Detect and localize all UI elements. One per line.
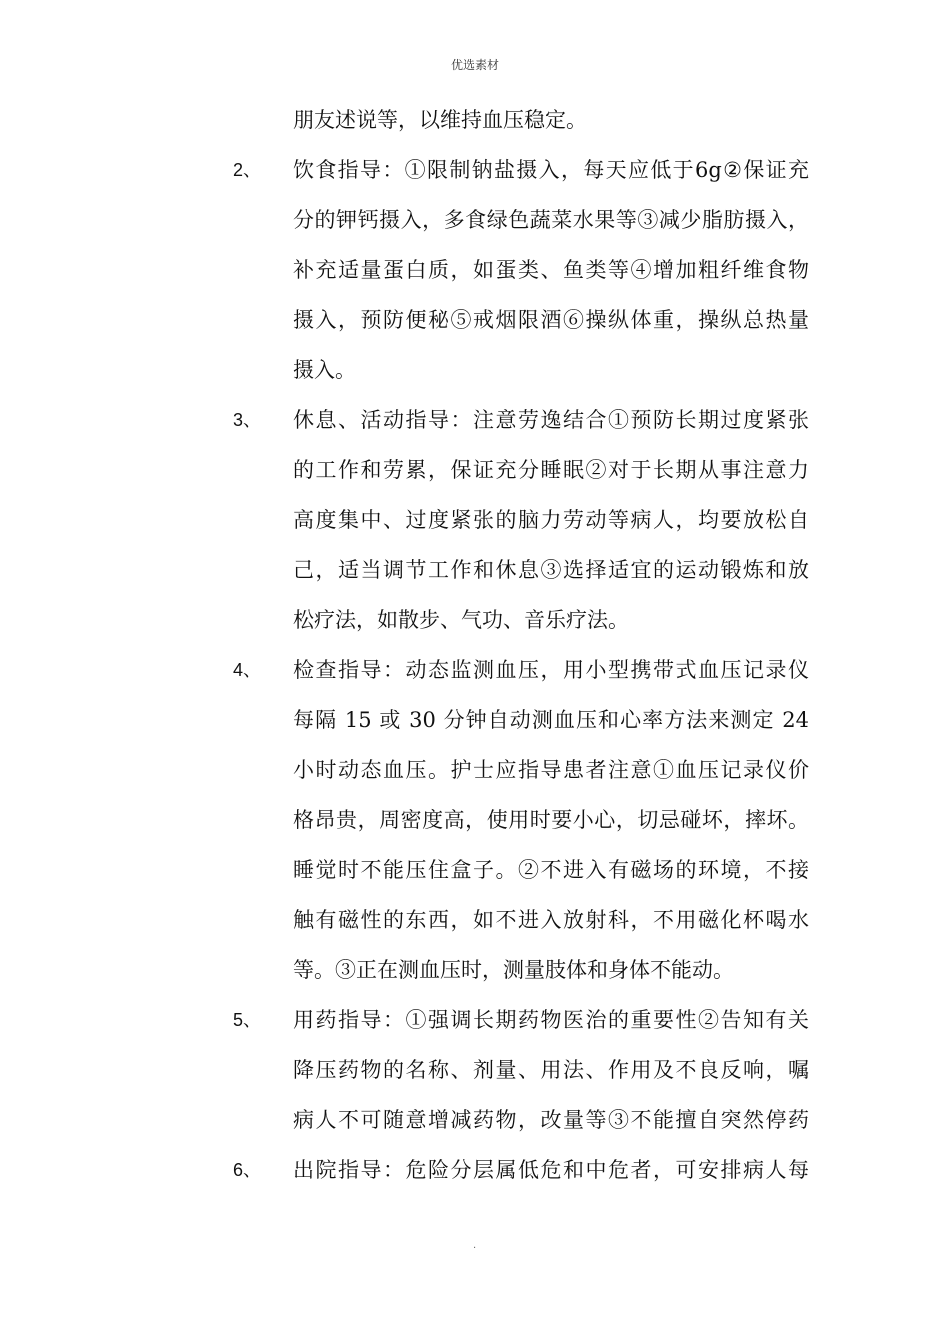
list-item-line [0, 1153, 950, 1203]
list-item-text: 出院指导：危险分层属低危和中危者，可安排病人每 [293, 1158, 809, 1182]
list-item-text: 摄入。 [293, 358, 356, 382]
list-item-text: 格昂贵，周密度高，使用时要小心，切忌碰坏，摔坏。 [293, 808, 809, 832]
list-item-line [0, 203, 950, 253]
list-item-line [0, 1003, 950, 1053]
list-item-text: 降压药物的名称、剂量、用法、作用及不良反响，嘱 [293, 1058, 809, 1082]
list-item-number: 5、 [233, 1010, 262, 1030]
list-item-line [0, 803, 950, 853]
list-item-text: 休息、活动指导：注意劳逸结合①预防长期过度紧张 [293, 408, 809, 432]
list-item-number: 3、 [233, 410, 262, 430]
list-item-line [0, 753, 950, 803]
list-item-number: 2、 [233, 160, 262, 180]
list-item-text: 用药指导：①强调长期药物医治的重要性②告知有关 [293, 1008, 809, 1032]
list-item-line [0, 953, 950, 1003]
list-item-text: 每隔 15 或 30 分钟自动测血压和心率方法来测定 24 [293, 708, 809, 732]
numbered-list [0, 153, 950, 1203]
list-item-text: 分的钾钙摄入，多食绿色蔬菜水果等③减少脂肪摄入， [293, 208, 809, 232]
intro-line [0, 103, 950, 153]
list-item-line [0, 703, 950, 753]
list-item-number: 6、 [233, 1160, 262, 1180]
list-item-text: 松疗法，如散步、气功、音乐疗法。 [293, 608, 629, 632]
list-item-line [0, 303, 950, 353]
list-item-line [0, 153, 950, 203]
list-item-text: 己，适当调节工作和休息③选择适宜的运动锻炼和放 [293, 558, 809, 582]
list-item-text: 高度集中、过度紧张的脑力劳动等病人，均要放松自 [293, 508, 809, 532]
list-item-line [0, 653, 950, 703]
list-item-line [0, 353, 950, 403]
list-item-text: 摄入，预防便秘⑤戒烟限酒⑥操纵体重，操纵总热量 [293, 308, 809, 332]
list-item-text: 饮食指导：①限制钠盐摄入，每天应低于6g②保证充 [293, 158, 809, 182]
list-item-text: 小时动态血压。护士应指导患者注意①血压记录仪价 [293, 758, 809, 782]
list-item-line [0, 1053, 950, 1103]
list-item-line [0, 503, 950, 553]
list-item-text: 等。③正在测血压时，测量肢体和身体不能动。 [293, 958, 734, 982]
list-item-text: 的工作和劳累，保证充分睡眠②对于长期从事注意力 [293, 458, 809, 482]
list-item-line [0, 903, 950, 953]
intro-text: 朋友述说等，以维持血压稳定。 [293, 108, 587, 132]
list-item-line [0, 253, 950, 303]
list-item-text: 触有磁性的东西，如不进入放射科，不用磁化杯喝水 [293, 908, 809, 932]
list-item-line [0, 453, 950, 503]
list-item-line [0, 603, 950, 653]
page-header: 优选素材 [450, 58, 499, 72]
list-item-line [0, 553, 950, 603]
list-item-text: 补充适量蛋白质，如蛋类、鱼类等④增加粗纤维食物 [293, 258, 809, 282]
list-item-line [0, 403, 950, 453]
list-item-text: 检查指导：动态监测血压，用小型携带式血压记录仪 [293, 658, 809, 682]
footer-mark: . [473, 1240, 477, 1251]
list-item-line [0, 853, 950, 903]
document-body [0, 103, 950, 1203]
list-item-text: 睡觉时不能压住盒子。②不进入有磁场的环境，不接 [293, 858, 809, 882]
list-item-line [0, 1103, 950, 1153]
list-item-number: 4、 [233, 660, 262, 680]
list-item-text: 病人不可随意增减药物，改量等③不能擅自突然停药 [293, 1108, 809, 1132]
